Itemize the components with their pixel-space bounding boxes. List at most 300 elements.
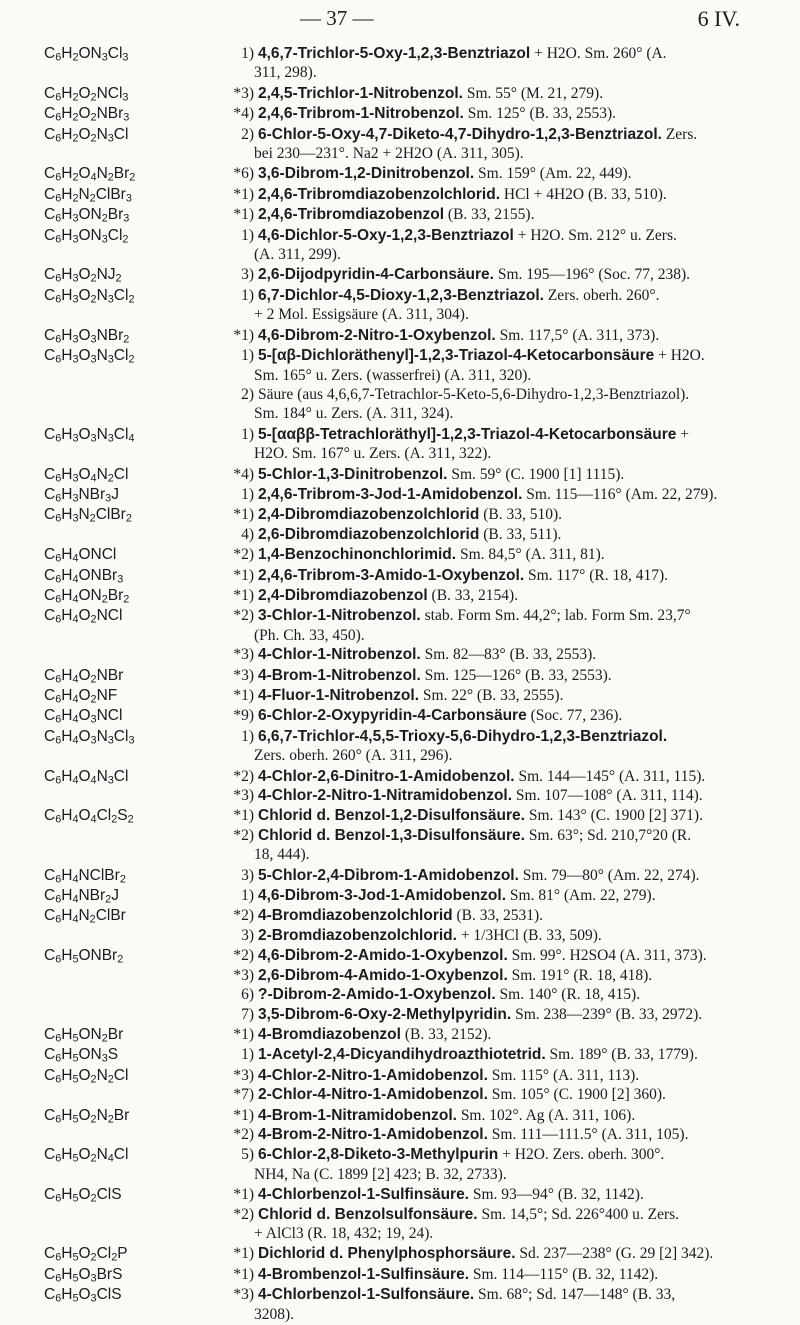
compound-details: Sm. 195—196° (Soc. 77, 238). [493,266,691,284]
compound-name: 2,4,6-Tribrom-3-Jod-1-Amidobenzol. [258,485,523,503]
formula-entry [0,425,800,464]
molecular-formula: $C_6H_5O_2N_2Cl$ [44,1066,129,1086]
compound-name: 2,6-Dibrom-4-Amido-1-Oxybenzol. [258,966,508,984]
compound-index: *6) [233,165,254,183]
compound-line [230,686,786,705]
compound-index: *1) [233,506,254,524]
compound-details: Sm. 79—80° (Am. 22, 274). [518,866,700,884]
compound-index: *2) [233,1205,254,1223]
compound-index: 1) [241,226,254,244]
compound-index: 5) [241,1146,254,1164]
formula-entry [0,286,800,325]
molecular-formula: $C_6H_5ONBr_2$ [44,947,124,966]
compound-index: 3) [241,926,254,944]
formula-entry [0,545,800,564]
compound-name: 4-Chlor-1-Nitrobenzol. [258,646,421,664]
compound-line [230,1106,786,1125]
compound-name: 5-[ααββ-Tetrachloräthyl]-1,2,3-Triazol-4-Ketocarbonsäure [258,425,677,443]
compound-line [230,906,786,925]
compound-details: + [676,425,690,443]
formula-entry [0,866,800,885]
compound-index: 4) [241,525,254,543]
molecular-formula: $C_6H_3O_3N_3Cl_2$ [44,347,135,366]
compound-index: *1) [233,1245,254,1263]
compound-details: (B. 33, 2152). [400,1025,492,1043]
compound-line [230,1125,786,1144]
compound-details: H2O. Sm. 167° u. Zers. (A. 311, 322). [254,445,492,463]
molecular-formula: $C_6H_4O_3NCl$ [44,707,123,727]
formula-entry [0,1106,800,1145]
compound-index: *2) [233,607,254,625]
compound-details: (B. 33, 2531). [452,907,544,925]
compound-details: Sm. 125—126° (B. 33, 2553). [420,666,612,684]
compound-line [230,1265,786,1284]
molecular-formula: $C_6H_4NClBr_2$ [44,866,126,886]
continuation-line [230,444,786,463]
compound-details: Sm. 68°; Sd. 147—148° (B. 33, [474,1286,676,1304]
formula-register [0,44,800,1325]
compound-name: 3,5-Dibrom-6-Oxy-2-Methylpyridin. [258,1005,512,1023]
compound-name: ?-Dibrom-2-Amido-1-Oxybenzol. [258,986,496,1004]
molecular-formula: $C_6H_3O_4N_2Cl$ [44,465,129,485]
compound-details: Sm. 165° u. Zers. (wasserfrei) (A. 311, 320). [254,366,532,384]
compound-index: *1) [233,807,254,825]
compound-name: 3-Chlor-1-Nitrobenzol. [258,607,421,625]
compound-line [230,104,786,123]
compound-details: Zers. [661,125,698,143]
formula-entry [0,226,800,265]
compound-index: *3) [233,646,254,664]
compound-line [230,485,786,504]
compound-details: Sm. 107—108° (A. 311, 114). [512,787,703,805]
compound-details: Sm. 238—239° (B. 33, 2972). [511,1005,703,1023]
compound-name: 4-Brom-1-Nitramidobenzol. [258,1106,457,1124]
compound-name: 5-Chlor-2,4-Dibrom-1-Amidobenzol. [258,866,519,884]
compound-details: Sm. 114—115° (B. 32, 1142). [469,1265,659,1283]
compound-index: *1) [233,1106,254,1124]
compound-index: *3) [233,666,254,684]
compound-name: Chlorid d. Benzolsulfonsäure. [258,1205,478,1223]
formula-entry [0,346,800,424]
compound-details: 3208). [254,1305,295,1323]
compound-name: 1-Acetyl-2,4-Dicyandihydroazthiotetrid. [258,1046,546,1064]
continuation-line [230,626,786,645]
compound-details: Sm. 22° (B. 33, 2555). [419,687,564,704]
formula-entry [0,806,800,864]
compound-name: 6-Chlor-2,8-Diketo-3-Methylpurin [258,1146,499,1164]
molecular-formula: $C_6H_5ON_3S$ [44,1046,119,1066]
compound-details: Sm. 84,5° (A. 311, 81). [456,546,605,564]
compound-line [230,806,786,825]
molecular-formula: $C_6H_4O_2NCl$ [44,607,123,627]
compound-name: 2-Chlor-4-Nitro-1-Amidobenzol. [258,1086,488,1104]
compound-name: 2,4,5-Trichlor-1-Nitrobenzol. [258,84,463,102]
compound-line [230,326,786,345]
compound-details: Zers. oberh. 260° (A. 311, 296). [254,747,453,765]
compound-line [230,465,786,484]
compound-index: *2) [233,907,254,925]
compound-index: *2) [233,767,254,785]
compound-index: *1) [233,586,254,604]
compound-index: *2) [233,826,254,844]
molecular-formula: $C_6H_3O_2NJ_2$ [44,266,122,286]
compound-index: *2) [233,546,254,564]
compound-line [230,645,786,664]
molecular-formula: $C_6H_2O_2NCl_3$ [44,84,129,104]
compound-name: 1,4-Benzochinonchlorimid. [258,546,457,564]
molecular-formula: $C_6H_5O_2N_2Br$ [44,1106,130,1126]
compound-index: *3) [233,1286,254,1304]
compound-name: 4-Chlor-2-Nitro-1-Nitramidobenzol. [258,787,513,805]
compound-index: *1) [233,1186,254,1204]
compound-line [230,985,786,1004]
compound-index: *4) [233,105,254,123]
compound-name: 4-Bromdiazobenzolchlorid [258,907,453,925]
compound-name: 2,4-Dibromdiazobenzol [258,586,428,604]
compound-name: 4-Chlorbenzol-1-Sulfinsäure. [258,1186,469,1204]
compound-line [230,1066,786,1085]
formula-entry [0,205,800,224]
compound-index: *3) [233,966,254,984]
compound-index: 1) [241,425,254,443]
compound-line [230,767,786,786]
compound-name: 3,6-Dibrom-1,2-Dinitrobenzol. [258,165,475,183]
compound-name: 6-Chlor-5-Oxy-4,7-Diketo-4,7-Dihydro-1,2,3-Benztriazol. [258,125,662,143]
compound-name: 4-Brombenzol-1-Sulfinsäure. [258,1265,469,1283]
compound-name: 2,6-Dibromdiazobenzolchlorid [258,525,480,543]
compound-index: *3) [233,84,254,102]
molecular-formula: $C_6H_3O_3NBr_2$ [44,326,130,346]
molecular-formula: $C_6H_2N_2ClBr_3$ [44,185,132,205]
compound-details: Sm. 117,5° (A. 311, 373). [495,326,660,344]
compound-index: *2) [233,1125,254,1143]
compound-details: Sm. 115—116° (Am. 22, 279). [522,485,718,503]
molecular-formula: $C_6H_3NBr_3J$ [44,485,119,505]
compound-details: + H2O. Sm. 260° (A. [530,45,667,62]
molecular-formula: $C_6H_4O_2NBr$ [44,666,124,686]
molecular-formula: $C_6H_2ON_3Cl_3$ [44,45,129,64]
formula-entry [0,1185,800,1243]
compound-name: 2,4,6-Tribromdiazobenzol [258,206,445,224]
continuation-line [230,245,786,264]
compound-details: stab. Form Sm. 44,2°; lab. Form Sm. 23,7° [420,607,691,625]
compound-name: 4-Bromdiazobenzol [258,1025,401,1043]
compound-line [230,706,786,725]
compound-index: 7) [241,1005,254,1023]
compound-details: Sd. 237—238° (G. 29 [2] 342). [515,1245,714,1263]
molecular-formula: $C_6H_5O_3ClS$ [44,1286,122,1305]
compound-name: 2,4,6-Tribrom-3-Amido-1-Oxybenzol. [258,566,525,584]
continuation-line [230,144,786,163]
continuation-line [230,1224,786,1243]
compound-details: Sm. 99°. H2SO4 (A. 311, 373). [507,947,707,965]
compound-details: NH4, Na (C. 1899 [2] 423; B. 32, 2733). [254,1165,507,1183]
compound-index: 2) [241,125,254,143]
compound-line [230,946,786,965]
formula-entry [0,566,800,585]
compound-line [230,1244,786,1263]
continuation-line [230,1165,786,1184]
formula-entry [0,84,800,103]
formula-entry [0,125,800,164]
molecular-formula: $C_6H_4O_4N_3Cl$ [44,767,129,787]
compound-name: 4,6-Dibrom-2-Amido-1-Oxybenzol. [258,947,508,965]
compound-index: *7) [233,1086,254,1104]
compound-index: *1) [233,1265,254,1283]
compound-line [230,606,786,625]
compound-index: *1) [233,206,254,224]
compound-details: Sm. 14,5°; Sd. 226°400 u. Zers. [477,1205,680,1223]
compound-name: Chlorid d. Benzol-1,2-Disulfonsäure. [258,807,525,825]
compound-line [230,385,786,404]
compound-details: Sm. 191° (R. 18, 418). [507,966,653,984]
formula-entry [0,1025,800,1044]
formula-entry [0,185,800,204]
compound-details: (Soc. 77, 236). [526,707,623,725]
compound-line [230,185,786,204]
compound-index: *3) [233,787,254,805]
compound-name: 4-Fluor-1-Nitrobenzol. [258,687,420,704]
molecular-formula: $C_6H_5O_2N_4Cl$ [44,1146,129,1166]
compound-line [230,505,786,524]
section-mark: 6 IV. [697,6,740,31]
compound-line [230,1045,786,1064]
compound-line [230,84,786,103]
compound-details: (B. 33, 2154). [427,586,519,604]
compound-name: Dichlorid d. Phenylphosphorsäure. [258,1245,516,1263]
compound-index: 3) [241,266,254,284]
molecular-formula: $C_6H_2O_2NBr_3$ [44,105,130,124]
compound-name: 4-Chlor-2,6-Dinitro-1-Amidobenzol. [258,767,515,785]
formula-entry [0,44,800,83]
compound-details: Zers. oberh. 260°. [543,286,660,304]
compound-details: Sm. 144—145° (A. 311, 115). [514,767,706,785]
compound-details: + H2O. [654,347,705,365]
compound-details: (Ph. Ch. 33, 450). [254,626,365,644]
formula-entry [0,1265,800,1284]
molecular-formula: $C_6H_3O_3N_3Cl_4$ [44,425,135,445]
compound-details: + H2O. Sm. 212° u. Zers. [513,226,677,244]
molecular-formula: $C_6H_3ON_3Cl_2$ [44,226,129,246]
compound-name: Chlorid d. Benzol-1,3-Disulfonsäure. [258,826,525,844]
formula-entry [0,586,800,605]
compound-name: 2,4-Dibromdiazobenzolchlorid [258,506,480,524]
compound-details: (B. 33, 510). [479,506,562,524]
compound-name: 6-Chlor-2-Oxypyridin-4-Carbonsäure [258,707,527,725]
molecular-formula: $C_6H_2O_4N_2Br_2$ [44,165,136,185]
compound-line [230,265,786,284]
compound-line [230,425,786,444]
molecular-formula: $C_6H_4ON_2Br_2$ [44,586,130,606]
formula-entry [0,1285,800,1324]
formula-entry [0,1145,800,1184]
compound-details: Sm. 63°; Sd. 210,7°20 (R. [524,826,692,844]
compound-line [230,1285,786,1304]
formula-entry [0,706,800,725]
formula-entry [0,104,800,123]
compound-index: 6) [241,986,254,1004]
compound-details: Sm. 125° (B. 33, 2553). [463,105,617,123]
compound-details: Sm. 81° (Am. 22, 279). [506,887,656,905]
compound-details: Sm. 82—83° (B. 33, 2553). [420,646,597,664]
compound-index: 1) [241,1046,254,1064]
compound-line [230,44,786,63]
compound-line [230,545,786,564]
compound-details: Sm. 93—94° (B. 32, 1142). [469,1186,644,1204]
continuation-line [230,1305,786,1324]
compound-name: 2,4,6-Tribrom-1-Nitrobenzol. [258,105,464,123]
compound-index: 1) [241,347,254,365]
formula-entry [0,1066,800,1105]
compound-name: 4,6-Dibrom-3-Jod-1-Amidobenzol. [258,887,507,905]
molecular-formula: $C_6H_4N_2ClBr$ [44,907,126,927]
formula-entry [0,906,800,945]
compound-line [230,926,786,945]
compound-name: 6,7-Dichlor-4,5-Dioxy-1,2,3-Benztriazol. [258,286,544,304]
compound-line [230,286,786,305]
formula-entry [0,164,800,183]
compound-line [230,164,786,183]
compound-details: Sm. 105° (C. 1900 [2] 360). [487,1086,666,1104]
page-header [0,6,800,32]
compound-index: *2) [233,947,254,965]
compound-line [230,727,786,746]
compound-line [230,586,786,605]
molecular-formula: $C_6H_5O_2ClS$ [44,1186,122,1205]
molecular-formula: $C_6H_4O_4Cl_2S_2$ [44,807,134,827]
compound-details: Sm. 55° (M. 21, 279). [462,84,604,102]
compound-name: 4-Chlorbenzol-1-Sulfonsäure. [258,1286,475,1304]
compound-details: (B. 33, 511). [479,525,562,543]
compound-name: 2,4,6-Tribromdiazobenzolchlorid. [258,185,501,203]
continuation-line [230,404,786,423]
continuation-line [230,63,786,82]
compound-name: 6,6,7-Trichlor-4,5,5-Trioxy-5,6-Dihydro-1,2,3-Benztriazol. [258,727,668,745]
compound-name: 4-Brom-1-Nitrobenzol. [258,666,421,684]
compound-index: *4) [233,465,254,483]
compound-index: 1) [241,727,254,745]
compound-line [230,1185,786,1204]
compound-line [230,886,786,905]
compound-line [230,226,786,245]
compound-details: HCl + 4H2O (B. 33, 510). [500,185,667,203]
formula-entry [0,1045,800,1064]
compound-line [230,666,786,685]
compound-line [230,1025,786,1044]
molecular-formula: $C_6H_3ON_2Br_3$ [44,206,130,225]
compound-details: Sm. 115° (A. 311, 113). [487,1066,640,1084]
compound-index: 3) [241,866,254,884]
compound-details: bei 230—231°. Na2 + 2H2O (A. 311, 305). [254,145,524,163]
compound-details: Sm. 143° (C. 1900 [2] 371). [524,807,703,825]
compound-line [230,1085,786,1104]
compound-line [230,525,786,544]
compound-name: 4,6-Dichlor-5-Oxy-1,2,3-Benztriazol [258,226,514,244]
molecular-formula: $C_6H_4ONBr_3$ [44,566,124,586]
compound-line [230,566,786,585]
compound-index: *3) [233,1066,254,1084]
molecular-formula: $C_6H_4O_3N_3Cl_3$ [44,727,135,747]
compound-line [230,786,786,805]
molecular-formula: $C_6H_3N_2ClBr_2$ [44,506,132,526]
compound-name: 5-[αβ-Dichloräthenyl]-1,2,3-Triazol-4-Ketocarbonsäure [258,347,655,365]
formula-entry [0,485,800,504]
compound-line [230,346,786,365]
molecular-formula: $C_6H_4O_2NF$ [44,687,118,706]
compound-details: + H2O. Zers. oberh. 300°. [498,1146,665,1164]
formula-entry [0,465,800,484]
continuation-line [230,845,786,864]
continuation-line [230,746,786,765]
molecular-formula: $C_6H_5O_3BrS$ [44,1265,123,1285]
compound-details: Sm. 102°. Ag (A. 311, 106). [456,1106,636,1124]
formula-entry [0,686,800,705]
molecular-formula: $C_6H_2O_2N_3Cl$ [44,125,129,145]
formula-entry [0,666,800,685]
compound-name: 5-Chlor-1,3-Dinitrobenzol. [258,465,448,483]
compound-line [230,1005,786,1024]
compound-index: 1) [241,887,254,905]
formula-entry [0,606,800,664]
formula-entry [0,265,800,284]
formula-entry [0,767,800,806]
compound-details: (B. 33, 2155). [444,206,535,224]
compound-index: *1) [233,326,254,344]
compound-index: 2) [241,385,254,403]
continuation-line [230,366,786,385]
formula-entry [0,727,800,766]
compound-details: Sm. 189° (B. 33, 1779). [545,1046,698,1064]
compound-details: (A. 311, 299). [254,246,341,264]
compound-index: *1) [233,687,254,704]
molecular-formula: $C_6H_5O_2Cl_2P$ [44,1245,128,1265]
molecular-formula: $C_6H_4NBr_2J$ [44,887,119,906]
formula-entry [0,1244,800,1263]
molecular-formula: $C_6H_3O_2N_3Cl_2$ [44,286,135,306]
compound-name: 4-Brom-2-Nitro-1-Amidobenzol. [258,1125,488,1143]
formula-entry [0,886,800,905]
compound-details: Sm. 117° (R. 18, 417). [524,566,668,584]
compound-details: + 2 Mol. Essigsäure (A. 311, 304). [254,306,469,324]
compound-details: + AlCl3 (R. 18, 432; 19, 24). [254,1224,434,1242]
compound-details: 311, 298). [254,64,317,82]
compound-index: 1) [241,45,254,62]
molecular-formula: $C_6H_4ONCl$ [44,546,117,565]
compound-index: *1) [233,1025,254,1043]
compound-details: Sm. 140° (R. 18, 415). [495,986,641,1004]
compound-index: *9) [233,707,254,725]
compound-details: Sm. 111—111.5° (A. 311, 105). [487,1125,689,1143]
compound-line [230,866,786,885]
molecular-formula: $C_6H_5ON_2Br$ [44,1025,124,1045]
formula-entry [0,505,800,544]
compound-line [230,1205,786,1224]
formula-entry [0,326,800,345]
formula-entry [0,946,800,1024]
compound-line [230,205,786,224]
compound-line [230,826,786,845]
page-number: — 37 — [300,6,374,30]
compound-index: *1) [233,566,254,584]
compound-line [230,125,786,144]
compound-name: 4,6,7-Trichlor-5-Oxy-1,2,3-Benztriazol [258,45,531,62]
compound-name: 4,6-Dibrom-2-Nitro-1-Oxybenzol. [258,326,496,344]
compound-name: 4-Chlor-2-Nitro-1-Amidobenzol. [258,1066,488,1084]
compound-details: Sm. 159° (Am. 22, 449). [474,165,632,183]
compound-index: 1) [241,485,254,503]
compound-details: Sm. 184° u. Zers. (A. 311, 324). [254,405,454,423]
compound-details: Sm. 59° (C. 1900 [1] 1115). [447,465,625,483]
